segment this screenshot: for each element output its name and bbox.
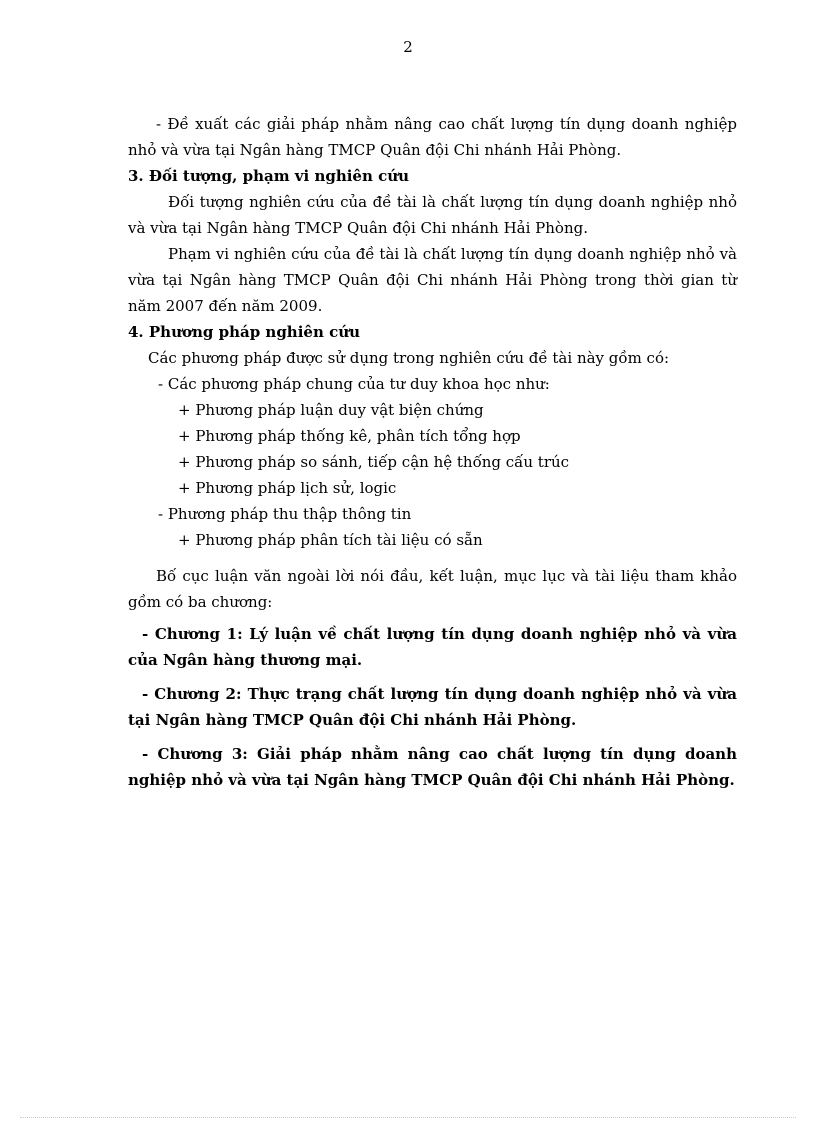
section-heading-4: 4. Phương pháp nghiên cứu (128, 323, 361, 341)
page-bottom-divider (20, 1117, 796, 1118)
page-number: 2 (403, 38, 413, 56)
chapter-1: - Chương 1: Lý luận về chất lượng tín dụng doanh nghiệp nhỏ và vừa của Ngân hàng thương mại. (128, 625, 737, 669)
list-item-method-comparison: + Phương pháp so sánh, tiếp cận hệ thống cấu trúc (178, 453, 570, 471)
chapter-2: - Chương 2: Thực trạng chất lượng tín dụng doanh nghiệp nhỏ và vừa tại Ngân hàng TMCP Quân đội Chi nhánh Hải Phòng. (128, 685, 737, 729)
paragraph-methods-intro: Các phương pháp được sử dụng trong nghiên cứu đề tài này gồm có: (148, 349, 670, 367)
list-item-info-collection: - Phương pháp thu thập thông tin (158, 505, 412, 523)
list-item-method-statistics: + Phương pháp thống kê, phân tích tổng hợp (178, 427, 521, 445)
paragraph-research-scope: Phạm vi nghiên cứu của đề tài là chất lượng tín dụng doanh nghiệp nhỏ và vừa tại Ngân hàng TMCP Quân đội Chi nhánh Hải Phòng trong thời gian từ năm 2007 đến năm 2009. (128, 245, 737, 315)
list-item-method-document-analysis: + Phương pháp phân tích tài liệu có sẵn (178, 531, 483, 549)
document-body (128, 111, 737, 793)
chapter-3: - Chương 3: Giải pháp nhằm nâng cao chất lượng tín dụng doanh nghiệp nhỏ và vừa tại Ngân hàng TMCP Quân đội Chi nhánh Hải Phòng. (128, 745, 737, 789)
list-item-general-methods: - Các phương pháp chung của tư duy khoa học như: (158, 375, 550, 393)
paragraph-research-object: Đối tượng nghiên cứu của đề tài là chất lượng tín dụng doanh nghiệp nhỏ và vừa tại Ngân hàng TMCP Quân đội Chi nhánh Hải Phòng. (128, 193, 737, 237)
section-heading-3: 3. Đối tượng, phạm vi nghiên cứu (128, 167, 410, 185)
paragraph-objective: - Đề xuất các giải pháp nhằm nâng cao chất lượng tín dụng doanh nghiệp nhỏ và vừa tại Ngân hàng TMCP Quân đội Chi nhánh Hải Phòng. (128, 115, 737, 159)
paragraph-structure: Bố cục luận văn ngoài lời nói đầu, kết luận, mục lục và tài liệu tham khảo gồm có ba chương: (128, 567, 737, 611)
list-item-method-history: + Phương pháp lịch sử, logic (178, 479, 397, 497)
list-item-method-dialectic: + Phương pháp luận duy vật biện chứng (178, 401, 484, 419)
